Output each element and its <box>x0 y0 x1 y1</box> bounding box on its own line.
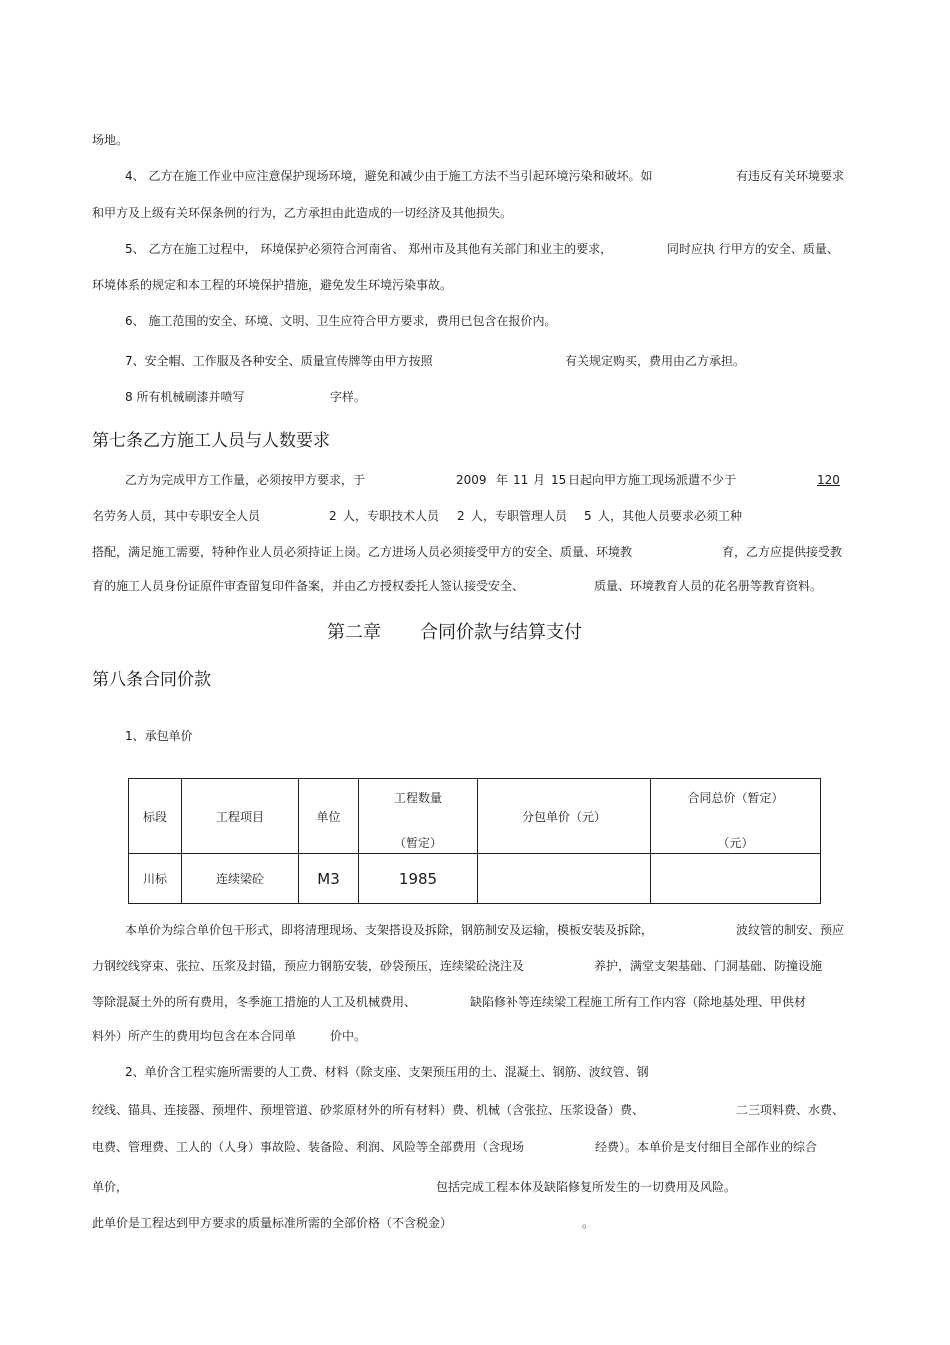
header-quantity-top: 工程数量 <box>393 791 442 805</box>
text-line: 4、 乙方在施工作业中应注意保护现场环境，避免和减少由于施工方法不当引起环境污染和破坏。如 <box>125 169 653 183</box>
text-line: 育，乙方应提供接受教 <box>722 545 843 559</box>
text-line: 缺陷修补等连续梁工程施工所有工作内容（除地基处理、甲供材 <box>470 995 807 1009</box>
text-line: 质量、环境教育人员的花名册等教育资料。 <box>594 579 823 593</box>
cell-section: 川标 <box>129 854 182 904</box>
text-line: 人，专职管理人员 <box>471 509 568 523</box>
text-line: 单价， <box>92 1180 129 1194</box>
article-7-title: 第七条乙方施工人员与人数要求 <box>92 431 330 451</box>
year-value: 2009 <box>456 473 487 487</box>
text-line: 波纹管的制安、预应 <box>736 923 845 937</box>
text-line: 乙方为完成甲方工作量，必须按甲方要求，于 <box>125 473 366 487</box>
table-row <box>129 854 821 904</box>
article-8-title: 第八条合同价款 <box>92 670 211 690</box>
month-value: 11 <box>513 473 529 487</box>
text-line: 有关规定购买，费用由乙方承担。 <box>565 354 746 368</box>
text-line: 8 所有机械刷漆并喷写 <box>125 390 245 404</box>
text-line: 月 <box>533 473 546 487</box>
text-line: 人，其他人员要求必须工种 <box>598 509 743 523</box>
tech-staff-count: 2 <box>457 509 465 523</box>
text-line: 5、 乙方在施工过程中， 环境保护必须符合河南省、 郑州市及其他有关部门和业主的要求， <box>125 242 613 256</box>
unit-price-table <box>128 778 821 904</box>
chapter-title: 合同价款与结算支付 <box>420 622 582 643</box>
text-line: 此单价是工程达到甲方要求的质量标准所需的全部价格（不含税金） <box>92 1216 453 1230</box>
header-quantity-bottom: （暂定） <box>393 836 442 850</box>
text-line: 人，专职技术人员 <box>343 509 440 523</box>
header-total-bottom: （元） <box>717 836 754 850</box>
text-line: 力钢绞线穿束、张拉、压浆及封锚，预应力钢筋安装，砂袋预压，连续梁砼浇注及 <box>92 959 525 973</box>
cell-item: 连续梁砼 <box>182 854 299 904</box>
text-line: 1、承包单价 <box>125 729 193 743</box>
worker-count: 120 <box>817 473 840 487</box>
text-line: 经费）。本单价是支付细目全部作业的综合 <box>595 1140 818 1154</box>
text-line: 等除混凝土外的所有费用，冬季施工措施的人工及机械费用、 <box>92 995 417 1009</box>
chapter-number: 第二章 <box>327 622 381 643</box>
text-line: 和甲方及上级有关环保条例的行为，乙方承担由此造成的一切经济及其他损失。 <box>92 206 513 220</box>
header-total-top: 合同总价（暂定） <box>687 791 784 805</box>
cell-quantity: 1985 <box>359 854 478 904</box>
text-line: 场地。 <box>92 133 129 147</box>
text-line: 环境体系的规定和本工程的环境保护措施，避免发生环境污染事故。 <box>92 278 453 292</box>
text-line: 7、安全帽、工作服及各种安全、质量宣传牌等由甲方按照 <box>125 354 433 368</box>
header-unit: 单位 <box>299 779 359 854</box>
text-line: 日起向甲方施工现场派遣不少于 <box>568 473 737 487</box>
text-line: 料外）所产生的费用均包含在本合同单 <box>92 1029 297 1043</box>
table-header-row <box>129 779 821 854</box>
mgmt-staff-count: 5 <box>584 509 592 523</box>
text-line: 6、 施工范围的安全、环境、文明、卫生应符合甲方要求，费用已包含在报价内。 <box>125 314 557 328</box>
text-line: 价中。 <box>330 1029 367 1043</box>
header-price: 分包单价（元） <box>478 779 651 854</box>
cell-unit: M3 <box>299 854 359 904</box>
text-line: 电费、管理费、工人的（人身）事故险、装备险、利润、风险等全部费用（含现场 <box>92 1140 525 1154</box>
text-line: 字样。 <box>330 390 367 404</box>
text-line: 2、单价含工程实施所需要的人工费、材料（除支座、支架预压用的土、混凝土、钢筋、波纹管、钢 <box>125 1065 649 1079</box>
text-line: 搭配，满足施工需要，特种作业人员必须持证上岗。乙方进场人员必须接受甲方的安全、质量、环境教 <box>92 545 633 559</box>
text-line: 绞线、锚具、连接器、预埋件、预埋管道、砂浆原材外的所有材料）费、机械（含张拉、压浆设备）费、 <box>92 1103 645 1117</box>
day-value: 15 <box>551 473 567 487</box>
header-section: 标段 <box>129 779 182 854</box>
header-total <box>651 779 821 854</box>
text-line: 养护，满堂支架基础、门洞基础、防撞设施 <box>594 959 823 973</box>
text-line: 育的施工人员身份证原件审查留复印件备案，并由乙方授权委托人签认接受安全、 <box>92 579 525 593</box>
cell-total <box>651 854 821 904</box>
text-line: 。 <box>582 1216 595 1230</box>
text-line: 名劳务人员，其中专职安全人员 <box>92 509 261 523</box>
text-line: 有违反有关环境要求 <box>736 169 845 183</box>
header-item: 工程项目 <box>182 779 299 854</box>
text-line: 本单价为综合单价包干形式，即将清理现场、支架搭设及拆除，钢筋制安及运输，模板安装及拆除， <box>125 923 654 937</box>
header-quantity <box>359 779 478 854</box>
text-line: 同时应执 行甲方的安全、质量、 <box>667 242 839 256</box>
text-line: 年 <box>496 473 509 487</box>
cell-price <box>478 854 651 904</box>
safety-staff-count: 2 <box>329 509 337 523</box>
text-line: 包括完成工程本体及缺陷修复所发生的一切费用及风险。 <box>436 1180 737 1194</box>
text-line: 二三项料费、水费、 <box>736 1103 845 1117</box>
